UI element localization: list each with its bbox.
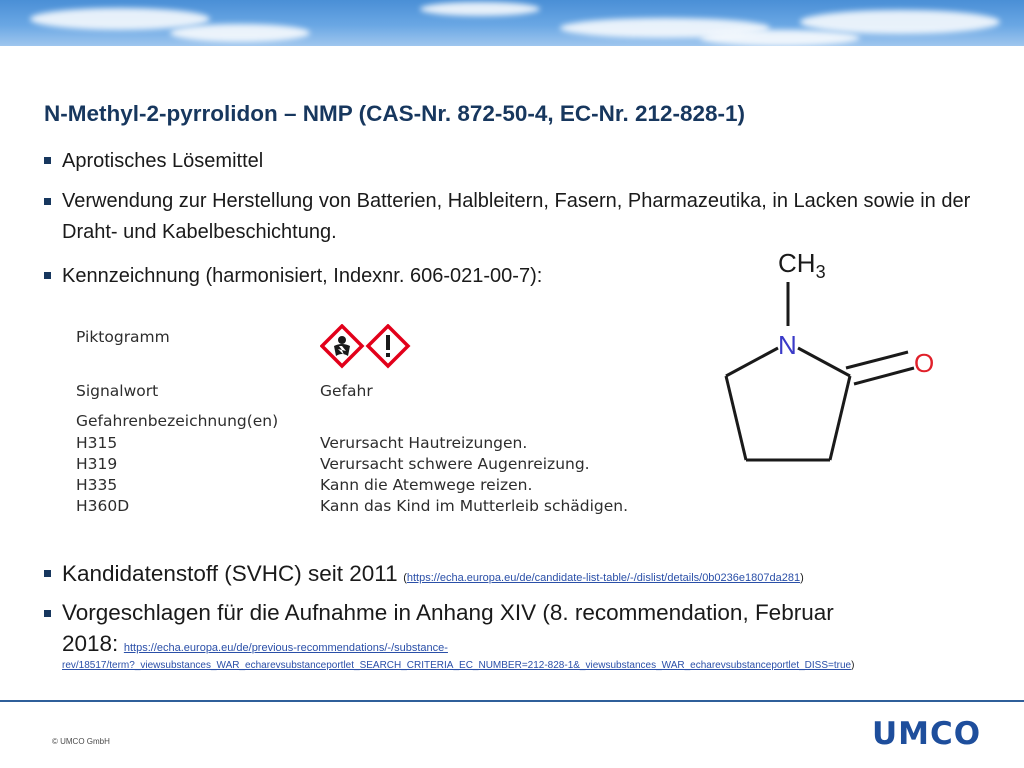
echa-candidate-list-link[interactable]: https://echa.europa.eu/de/candidate-list-table/-/dislist/details/0b0236e1807da281	[406, 572, 801, 584]
bullet-aprotic-solvent	[44, 145, 744, 177]
umco-logo: UMCO	[872, 716, 982, 752]
bond-n-c5	[726, 348, 778, 376]
bullet-text: Aprotisches Lösemittel	[62, 150, 264, 172]
hazard-table	[76, 322, 696, 522]
paren-close: )	[851, 660, 855, 671]
bullet-square-icon	[44, 198, 51, 205]
bullet-labelling	[44, 260, 724, 292]
bullet-text: Kennzeichnung (harmonisiert, Indexnr. 606-021-00-7):	[62, 265, 543, 287]
oxygen-label: O	[914, 348, 935, 378]
hazard-code: H335	[76, 476, 118, 494]
echa-recommendations-link[interactable]: https://echa.europa.eu/de/previous-recommendations/-/substance-	[123, 642, 448, 654]
bullet-text: 2018:	[62, 631, 119, 656]
bond-c2-n	[798, 348, 850, 376]
hazard-statements-header: Gefahrenbezeichnung(en)	[76, 412, 279, 430]
cloud	[170, 24, 310, 42]
hazard-text: Kann die Atemwege reizen.	[320, 476, 533, 494]
methyl-label: $CH_3$	[778, 248, 826, 282]
pictogram-group	[320, 324, 416, 376]
link-line	[62, 659, 1004, 673]
footer-divider	[0, 700, 1024, 702]
bullet-content	[62, 598, 1004, 673]
paren-close: )	[800, 572, 804, 584]
bullet-square-icon	[44, 157, 51, 164]
copyright-text: © UMCO GmbH	[52, 737, 110, 746]
bullet-text: Vorgeschlagen für die Aufnahme in Anhang XIV (8. recommendation, Februar	[62, 600, 834, 625]
bond-c5-c4	[726, 376, 746, 460]
bullet-text: Kandidatenstoff (SVHC) seit 2011	[62, 561, 398, 586]
header-sky-banner	[0, 0, 1024, 46]
bullet-square-icon	[44, 570, 51, 577]
bullet-usage	[44, 186, 994, 248]
exclamation-mark-icon	[368, 326, 408, 366]
bullet-svhc	[44, 558, 1004, 594]
cloud	[800, 10, 1000, 34]
bond-c-o-lower	[854, 368, 914, 384]
nmp-structure-diagram	[700, 240, 960, 480]
bullet-text: Verwendung zur Herstellung von Batterien, Halbleitern, Fasern, Pharmazeutika, in Lacken sowie in der Draht- und Kabelbeschichtung.	[62, 190, 971, 243]
bullet-annex-xiv	[44, 598, 1004, 673]
health-hazard-icon	[322, 326, 362, 366]
signal-word-value: Gefahr	[320, 382, 373, 400]
hazard-code: H360D	[76, 497, 130, 515]
bond-c-o-upper	[846, 352, 908, 368]
hazard-code: H315	[76, 434, 118, 452]
bond-c3-c2	[830, 376, 850, 460]
echa-recommendations-link-cont[interactable]: rev/18517/term?_viewsubstances_WAR_echarevsubstanceportlet_SEARCH_CRITERIA_EC_NUMBER=212-828-1&_viewsubstances_WAR_echarevsubstanceportlet_DISS=true	[62, 660, 852, 671]
cloud	[700, 30, 860, 46]
pictogram-label: Piktogramm	[76, 328, 170, 346]
bullet-square-icon	[44, 272, 51, 279]
hazard-code: H319	[76, 455, 118, 473]
cloud	[420, 2, 540, 16]
slide-title: N-Methyl-2-pyrrolidon – NMP (CAS-Nr. 872-50-4, EC-Nr. 212-828-1)	[44, 101, 746, 126]
hazard-text: Verursacht Hautreizungen.	[320, 434, 528, 452]
nitrogen-label: N	[778, 330, 797, 360]
bullet-square-icon	[44, 610, 51, 617]
bullet-content	[62, 558, 1004, 594]
hazard-text: Verursacht schwere Augenreizung.	[320, 455, 590, 473]
paren-open: (	[403, 572, 407, 584]
signal-word-label: Signalwort	[76, 382, 159, 400]
hazard-text: Kann das Kind im Mutterleib schädigen.	[320, 497, 629, 515]
